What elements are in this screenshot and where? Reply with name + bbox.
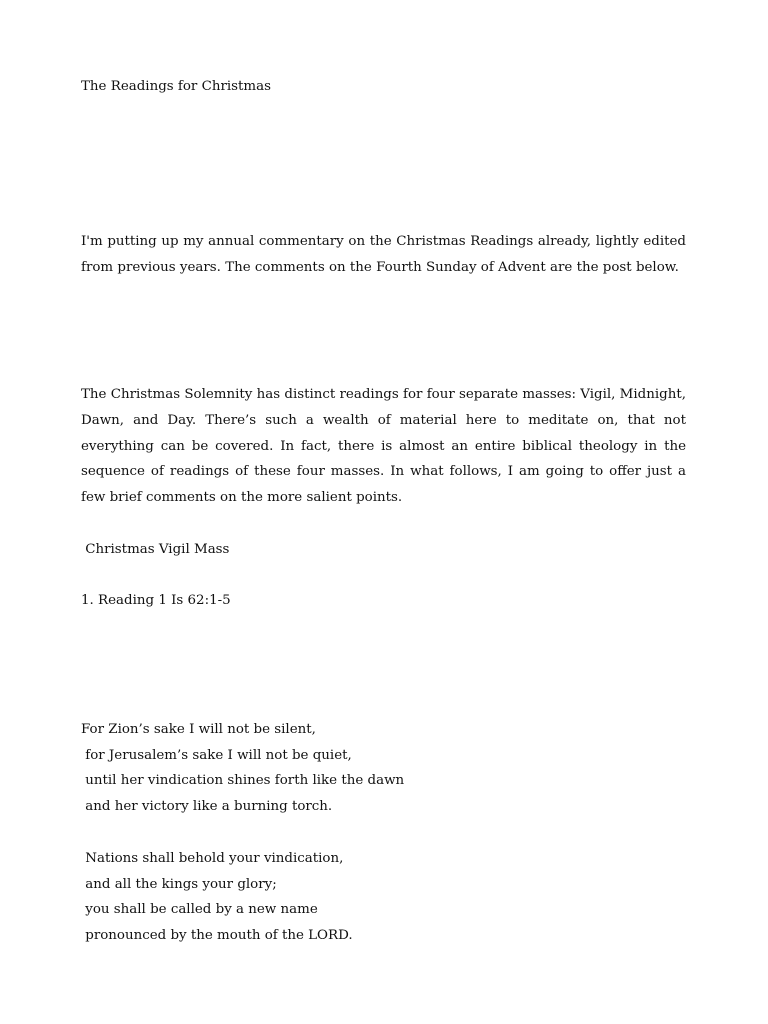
verse-line: For Zion’s sake I will not be silent, (81, 722, 316, 737)
solemnity-paragraph: The Christmas Solemnity has distinct readings for four separate masses: Vigil, Midnight, Dawn, and Day. There’s such a wealth of material here to meditate on, that not everything can be covered. In fact, there is almost an entire biblical theology in the sequence of readings of these four masses. In what follows, I am going to offer just a few brief comments on the more salient points. (81, 387, 686, 506)
verse-line: and all the kings your glory; (81, 876, 277, 892)
verse-line: for Jerusalem’s sake I will not be quiet, (81, 747, 352, 763)
verse-line: and her victory like a burning torch. (81, 798, 333, 814)
reading-reference: 1. Reading 1 Is 62:1-5 (81, 593, 231, 608)
section-heading: Christmas Vigil Mass (81, 542, 230, 557)
verse-line: until her vindication shines forth like the dawn (81, 773, 405, 789)
verse-line: pronounced by the mouth of the LORD. (81, 927, 353, 943)
verse-line: Nations shall behold your vindication, (81, 851, 344, 866)
verse-stanza-2 (81, 846, 353, 948)
document-title: The Readings for Christmas (81, 79, 271, 94)
verse-line: you shall be called by a new name (81, 902, 318, 918)
intro-paragraph: I'm putting up my annual commentary on the Christmas Readings already, lightly edited from previous years. The comments on the Fourth Sunday of Advent are the post below. (81, 234, 686, 275)
verse-stanza-1 (81, 717, 404, 819)
